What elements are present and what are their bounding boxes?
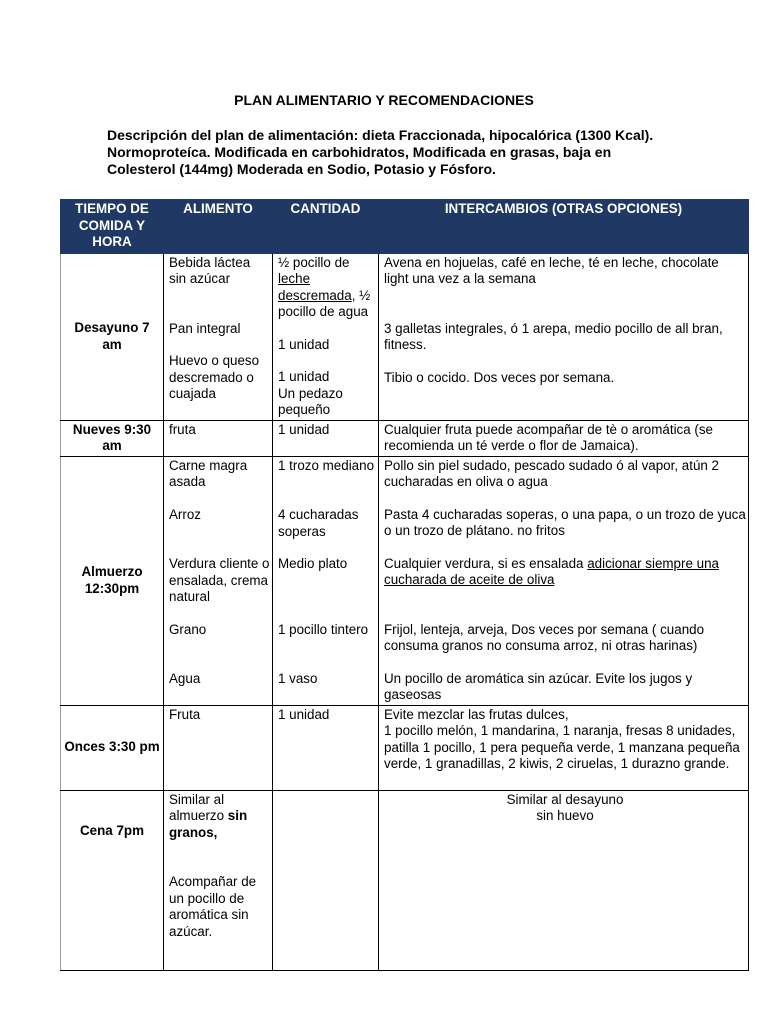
food-nueves: fruta xyxy=(164,420,273,456)
header-exchanges: INTERCAMBIOS (OTRAS OPCIONES) xyxy=(379,200,749,254)
qty-item: 1 pocillo tintero xyxy=(278,621,369,637)
qty-text: ½ pocillo de xyxy=(278,254,350,270)
exchange-item xyxy=(384,556,746,589)
food-item: Acompañar de un pocillo de aromática sin azúcar. xyxy=(169,874,257,939)
qty-cena xyxy=(273,790,379,970)
plan-description: Descripción del plan de alimentación: dieta Fraccionada, hipocalórica (1300 Kcal). Normoproteíca. Modificada en carbohidratos, Modificada en grasas, baja en Colesterol (144mg) Moderada en Sodio, Potasio y Fósforo. xyxy=(107,127,654,177)
header-food: ALIMENTO xyxy=(164,200,273,254)
exchange-item: Pollo sin piel sudado, pescado sudado ó al vapor, atún 2 cucharadas en oliva o agua xyxy=(384,457,720,489)
meal-almuerzo: Almuerzo 12:30pm xyxy=(61,456,164,705)
row-onces xyxy=(61,705,749,790)
food-text-bold: sin granos, xyxy=(169,808,248,840)
row-desayuno xyxy=(61,253,749,420)
qty-item: Un pedazo pequeño xyxy=(278,385,343,417)
page-title: PLAN ALIMENTARIO Y RECOMENDACIONES xyxy=(234,92,534,108)
food-cena xyxy=(164,790,273,970)
food-onces: Fruta xyxy=(164,705,273,790)
exchange-item: Evite mezclar las frutas dulces, xyxy=(384,706,569,722)
header-row xyxy=(61,200,749,254)
qty-almuerzo xyxy=(273,456,379,705)
exchange-text: Cualquier verdura, si es ensalada xyxy=(384,555,588,571)
meal-nueves: Nueves 9:30 am xyxy=(61,420,164,456)
exchanges-almuerzo xyxy=(379,456,749,705)
exchange-text-underlined: adicionar siempre una cucharada de aceite de oliva xyxy=(384,555,719,587)
exchange-item: 3 galletas integrales, ó 1 arepa, medio pocillo de all bran, fitness. xyxy=(384,320,723,352)
food-item: Verdura cliente o ensalada, crema natural xyxy=(169,556,270,604)
exchange-item: Pasta 4 cucharadas soperas, o una papa, o un trozo de yuca o un trozo de plátano. no fritos xyxy=(384,506,746,538)
food-item: Agua xyxy=(169,671,201,686)
qty-item: 1 vaso xyxy=(278,671,318,686)
qty-onces: 1 unidad xyxy=(273,705,379,790)
row-nueves xyxy=(61,420,749,456)
food-item: Bebida láctea sin azúcar xyxy=(169,254,251,286)
qty-item: 1 trozo mediano xyxy=(278,457,375,473)
food-item xyxy=(169,792,270,842)
row-cena xyxy=(61,790,749,970)
food-item: Grano xyxy=(169,621,207,637)
food-item: Arroz xyxy=(169,506,201,522)
meal-desayuno: Desayuno 7 am xyxy=(61,253,164,420)
qty-nueves: 1 unidad xyxy=(273,420,379,456)
exchange-item: Avena en hojuelas, café en leche, té en leche, chocolate light una vez a la semana xyxy=(384,254,719,286)
exchanges-nueves: Cualquier fruta puede acompañar de tè o aromática (se recomienda un té verde o flor de Jamaica). xyxy=(379,420,749,456)
food-text: Similar al almuerzo xyxy=(169,791,228,823)
exchange-item: sin huevo xyxy=(536,808,594,823)
food-item: Pan integral xyxy=(169,320,241,336)
qty-text: , ½ pocillo de agua xyxy=(278,287,371,319)
meal-cena: Cena 7pm xyxy=(61,790,164,970)
qty-item xyxy=(278,255,376,321)
header-quantity: CANTIDAD xyxy=(273,200,379,254)
exchange-item: Similar al desayuno xyxy=(506,791,624,807)
qty-text-underlined: leche descremada xyxy=(278,271,352,303)
exchange-item: 1 pocillo melón, 1 mandarina, 1 naranja, fresas 8 unidades, patilla 1 pocillo, 1 pera pequeña verde, 1 manzana pequeña verde, 1 granadillas, 2 kiwis, 2 ciruelas, 1 durazno grande. xyxy=(384,723,740,771)
exchange-item: Frijol, lenteja, arveja, Dos veces por semana ( cuando consuma granos no consuma arroz, ni otras harinas) xyxy=(384,621,705,653)
exchange-item: Tibio o cocido. Dos veces por semana. xyxy=(384,369,615,385)
food-item: Carne magra asada xyxy=(169,457,248,489)
qty-item: Medio plato xyxy=(278,556,348,571)
meal-plan-table xyxy=(60,199,749,971)
food-item: Huevo o queso descremado o cuajada xyxy=(169,353,260,401)
exchanges-desayuno xyxy=(379,253,749,420)
exchanges-onces xyxy=(379,705,749,790)
exchanges-cena xyxy=(379,790,749,970)
qty-item: 1 unidad xyxy=(278,336,330,352)
header-meal-time: TIEMPO DE COMIDA Y HORA xyxy=(61,200,164,254)
qty-desayuno xyxy=(273,253,379,420)
qty-item: 1 unidad xyxy=(278,369,330,384)
food-almuerzo xyxy=(164,456,273,705)
meal-onces: Onces 3:30 pm xyxy=(61,705,164,790)
food-desayuno xyxy=(164,253,273,420)
row-almuerzo xyxy=(61,456,749,705)
qty-item: 4 cucharadas soperas xyxy=(278,507,359,539)
exchange-item: Un pocillo de aromática sin azúcar. Evite los jugos y gaseosas xyxy=(384,670,693,702)
